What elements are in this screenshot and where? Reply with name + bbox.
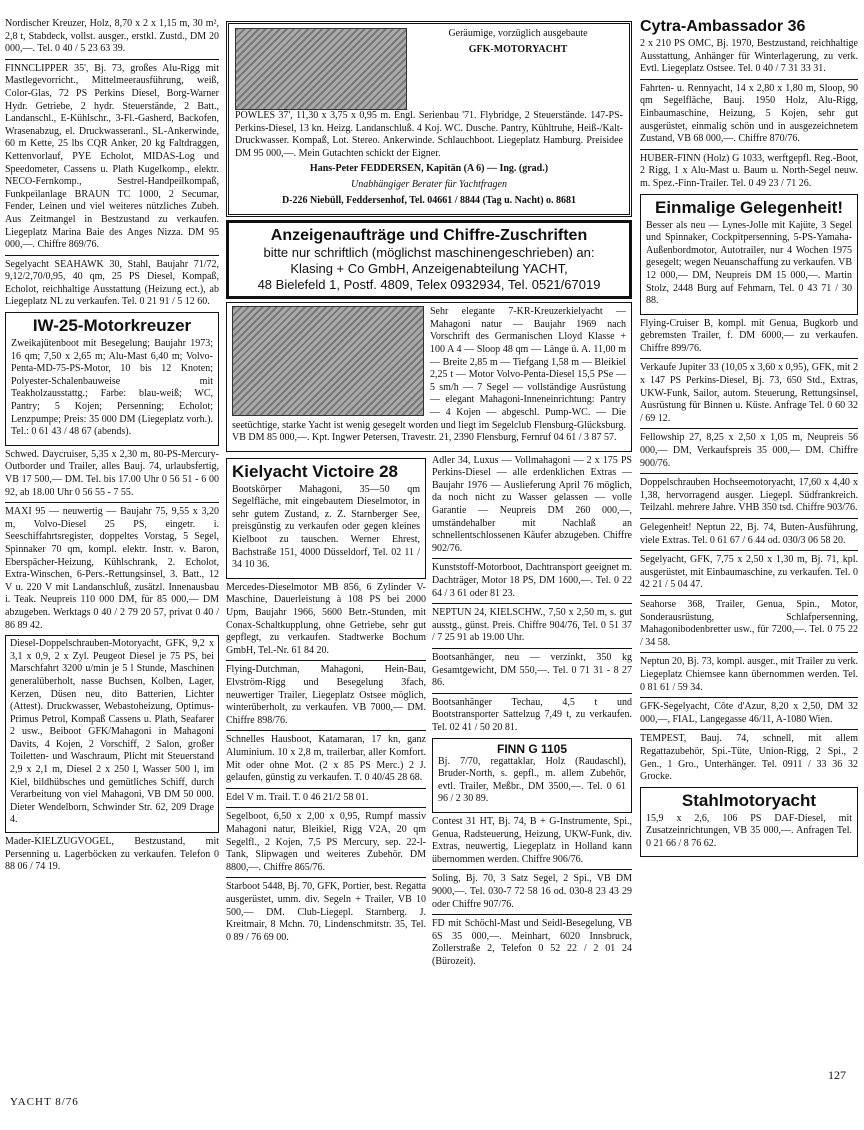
notice-title: Anzeigenaufträge und Chiffre-Zuschriften [270, 227, 588, 245]
divider [432, 648, 632, 649]
ad-headline: Kielyacht Victoire 28 [232, 461, 398, 481]
classified-ad: Fahrten- u. Rennyacht, 14 x 2,80 x 1,80 m, Sloop, 90 qm Segelfläche, Bauj. 1950 Holz, Alu-Rigg, Einbaumaschine, Heizung, 5 Kojen, sehr gut ausgerüstet, einmalig schön und in ausgezeichnetem Zustand, VB 68 000,—. Chiffre 870/76. [640, 82, 858, 145]
anzeigen-notice [226, 220, 632, 299]
classified-ad: Segelyacht, GFK, 7,75 x 2,50 x 1,30 m, Bj. 71, kpl. ausgerüstet, mit Einbaumaschine, zu verkaufen. Tel. 0 42 21 / 5 04 47. [640, 554, 858, 591]
classified-ad: Fellowship 27, 8,25 x 2,50 x 1,05 m, Neupreis 56 000,— DM, Verkaufspreis 35 000,— DM. Chiffre 900/76. [640, 432, 858, 469]
divider [640, 697, 858, 698]
divider [640, 550, 858, 551]
classified-ad: Starboot 5448, Bj. 70, GFK, Portier, best. Regatta ausgerüstet, umm. div. Segeln + Trailer, VB 10 500,— DM. Club-Liegepl. Starnberg. J. Kreitmair, 8 Mchn. 70, Lindenschmitstr. 35, Tel. 0 89 / 76 69 00. [226, 881, 426, 943]
classified-ad: FD mit Schöchl-Mast und Seidl-Besegelung, VB 6S 35 000,—. Meinhart, 6020 Innsbruck, Zollerstraße 2, Telefon 0 52 22 / 2 01 24 (Bürozeit). [432, 918, 632, 967]
divider [432, 603, 632, 604]
divider [5, 59, 219, 60]
boxed-ad [640, 787, 858, 858]
divider [226, 788, 426, 789]
classified-ad: Kunststoff-Motorboot, Dachtransport geeignet m. Dachträger, Motor 18 PS, DM 1600,—. Tel. 0 22 64 / 3 61 oder 81 23. [432, 562, 632, 599]
classified-ad: Segelyacht SEAHAWK 30, Stahl, Baujahr 71/72, 9,12/2,70/0,95, 40 qm, 25 PS Diesel, Kompaß, Echolot, reichhaltige Ausstattung (Heizung ect.), ab Liegeplatz NL zu verkaufen. Tel. 0 21 91 / 5 12 60. [5, 258, 219, 308]
classified-ad: Mercedes-Dieselmotor MB 856, 6 Zylinder V-Maschine, Dauerleistung à 108 PS bei 2000 Upm, Baujahr 1966, 5600 Betr.-Stunden, mit Conax-Schaltkupplung, ohne Getriebe, sehr gut gepflegt, zu verkaufen. Stadtwerke Bochum GmbH, Tel.-Nr. 61 84 20. [226, 581, 426, 656]
ad-headline: Einmalige Gelegenheit! [655, 197, 843, 217]
gfk-ad [226, 21, 632, 217]
divider [640, 149, 858, 150]
classified-ad: Soling, Bj. 70, 3 Satz Segel, 2 Spi., VB DM 9000,—. Tel. 030-7 72 58 16 od. 030-8 23 43 29 oder Chiffre 907/76. [432, 873, 632, 910]
boxed-ad [226, 458, 426, 579]
boxed-ad [5, 635, 219, 833]
divider [640, 595, 858, 596]
advertiser-role: Unabhängiger Berater für Yachtfragen [350, 178, 507, 190]
classified-ad: GFK-Segelyacht, Côte d'Azur, 8,20 x 2,50, DM 32 000,—, FIAL, Langegasse 46/11, A-1080 Wien. [640, 701, 858, 725]
classified-ad: TEMPEST, Bauj. 74, schnell, mit allem Regattazubehör, Spi.-Tüte, Union-Rigg, 2 Spi., 2 Gen., 1 Gro., Unterhänger. Tel. 0911 / 33 36 32 Grocke. [640, 733, 858, 783]
motoryacht-photo [235, 28, 407, 110]
classified-ad: Mader-KIELZUGVOGEL, Bestzustand, mit Persenning u. Lagerböcken zu verkaufen. Telefon 0 88 06 / 74 19. [5, 836, 219, 873]
divider [226, 807, 426, 808]
kreuzer-ad [226, 302, 632, 452]
ad-headline: FINN G 1105 [496, 741, 568, 756]
ad-body: Bj. 7/70, regattaklar, Holz (Raudaschl), Bruder-North, s. gepfl., m. allem Zubehör, evtl. Trailer, Meßbr., DM 3500,—. Tel. 0 61 96 / 2 30 89. [438, 755, 626, 805]
notice-line: bitte nur schriftlich (möglichst maschinengeschrieben) an: [263, 245, 595, 261]
notice-line: 48 Bielefeld 1, Postf. 4809, Telex 0932934, Tel. 0521/67019 [257, 277, 601, 293]
ad-headline: GFK-MOTORYACHT [468, 43, 568, 55]
sailboat-photo [232, 306, 424, 416]
column-left [5, 18, 219, 877]
classified-ad: Contest 31 HT, Bj. 74, B + G-Instrumente, Spi., Genua, Radsteuerung, Heizung, UKW-Funk, div. Extras, neuwertig, Liegeplatz in Holland kann übernommen werden. Chiffre 906/76. [432, 815, 632, 865]
classified-ad: Flying-Cruiser B, kompl. mit Genua, Bugkorb und gebremsten Trailer, f. DM 6000,— zu verkaufen. Chiffre 899/76. [640, 317, 858, 354]
ad-body: Bootskörper Mahagoni, 35—50 qm Segelfläche, mit eingebautem Dieselmotor, in sehr gutem Zustand, z. Z. Starnberger See, preisgünstig zu verkaufen oder gegen kleines Kielboot zu tauschen. Werner Ehrest, Bachstraße 151, 4000 Düsseldorf, Tel. 02 11 / 34 10 36. [232, 483, 420, 571]
divider [432, 693, 632, 694]
column-right [640, 18, 858, 860]
divider [432, 869, 632, 870]
classified-ad: Neptun 20, Bj. 73, kompl. ausger., mit Trailer zu verk. Liegeplatz Chiemsee kann übernommen werden. Tel. 0 81 61 / 59 34. [640, 656, 858, 693]
ad-headline: IW-25-Motorkreuzer [32, 316, 192, 336]
ad-body: Zweikajütenboot mit Besegelung; Baujahr 1973; 16 qm; 7,50 x 2,65 m; Alu-Mast 6,40 m; Volvo-Penta-MD-75-PS-Motor, 10 bis 12 Knoten; Polyester-Schalenbauweise mit Teakholzausstattg.; Farbe: blau-weiß; WC, Pantry; 5 Kojen; Persenning; Echolot; Lenzpumpe; Preis: 35 000 DM (Liegeplatz vorh.). Tel.: 0 61 43 / 48 67 (abends). [11, 338, 213, 438]
divider [640, 518, 858, 519]
classified-ad: Flying-Dutchman, Mahagoni, Hein-Bau, Elvström-Rigg und Besegelung 3fach, neuwertiger Trailer, Liegeplatz Ostsee möglich, winterüberholt, zu verkaufen. VB 7000,— DM. Chiffre 898/76. [226, 664, 426, 726]
ad-intro: Geräumige, vorzüglich ausgebaute [448, 28, 588, 39]
classified-ad: Segelboot, 6,50 x 2,00 x 0,95, Rumpf massiv Mahagoni natur, Bleikiel, Rigg V2A, 20 qm Segelfl., 2 Kojen, 7,5 PS Mercury, sep. 22-l-Tank, Slipwagen und weiteres Zubehör. DM 8800,—. Chiffre 865/76. [226, 811, 426, 873]
classified-ad: FINNCLIPPER 35', Bj. 73, großes Alu-Rigg mit Mastlegevorricht., Mittelmeerausführung, weiß, Color-Glas, 72 PS Perkins Diesel, Borg-Warner Hydr. Getriebe, 2 hydr. Steuerstände, 2 Batt., Landanschl., E-Kühlschr., 3-Fl.-Gasherd, Backofen, Wrasenabzug, el. Druckwasseranl., SL-Ankerwinde, 60 m Kette, 25 lbs CQR Anker, 20 kg Faltdraggen, Kettenvorlauf, PYE Echolot, MIDAS-Log und Speedometer, Cassens u. Plath Kugelkomp., elektr. NECO-Fernkomp., Sestrel-Handpeilkompaß, Funkpeilanlage BRAUN TC 1000, 2 Secumar, Fender, Leinen und viel weiteres nützliches Zubeh. Aus Zeitmangel in Bestzustand zu verkaufen. Liegeplatz Marina Baie des Anges Nizza. DM 95 000,—. Chiffre 869/76. [5, 62, 219, 251]
classified-ad: Schwed. Daycruiser, 5,35 x 2,30 m, 80-PS-Mercury-Outborder und Trailer, alles Bauj. 74, urlaubsfertig, VB 17 500,— DM. Tel. bis 17.00 Uhr 0 56 51 - 6 00 92, ab 18.00 Uhr 0 56 55 - 7 55. [5, 448, 219, 498]
classified-ad: Doppelschrauben Hochseemotoryacht, 17,60 x 4,40 x 1,38, hervorragend ausger. Liegepl. Südfrankreich. Teilzahl. mehrere Jahre. VHB 350 tsd. Chiffre 903/76. [640, 477, 858, 514]
divider [432, 914, 632, 915]
classified-ad: Edel V m. Trail. T. 0 46 21/2 58 01. [226, 791, 369, 803]
divider [432, 558, 632, 559]
classified-ad: Adler 34, Luxus — Vollmahagoni — 2 x 175 PS Perkins-Diesel — alle erdenklichen Extras — Baujahr 1976 — Auslieferung April 76 möglich, da noch nicht zu Wasser gelassen — volle Garantie — Neupreis DM 260 000,—, umständehalber mit Nachlaß an schnellentschlossenen Käufer abzugeben. Chiffre 902/76. [432, 454, 632, 554]
page-number: 127 [828, 1068, 846, 1082]
boxed-ad [5, 312, 219, 446]
ad-headline: Cytra-Ambassador 36 [640, 18, 806, 35]
divider [640, 79, 858, 80]
divider [640, 358, 858, 359]
classified-ad: MAXI 95 — neuwertig — Baujahr 75, 9,55 x 3,20 m, Volvo-Diesel 25 PS, eingetr. i. Seeschiffahrtsregister, doppeltes Vorstag, 5 Segel, Spinnaker 70 qm, kompl. elektr. Instr. v. Baron, Eberspächer-Heizung, Kühlschrank, 2. Echolot, Extra-Winschen, 6-Pers.-Rettungsinsel, 3. Batt., 12 V u. 220 V mit Landanschluß, zusätzl. Innenausbau i. Teak. Neupreis 110 000 DM, für 85 000,— DM abzugeben. Werktags 0 40 / 2 79 20 57, privat 0 40 / 86 89 42. [5, 506, 219, 631]
divider [640, 428, 858, 429]
classified-ad: Gelegenheit! Neptun 22, Bj. 74, Buten-Ausführung, viele Extras. Tel. 0 61 67 / 6 44 od. 030/3 06 58 20. [640, 522, 858, 546]
magazine-issue: YACHT 8/76 [10, 1096, 79, 1108]
ad-body: 15,9 x 2,6, 106 PS DAF-Diesel, mit Zusatzeinrichtungen, VB 35 000,—. Anfragen Tel. 0 21 66 / 8 76 62. [646, 812, 852, 849]
notice-line: Klasing + Co GmbH, Anzeigenabteilung YACHT, [290, 261, 568, 277]
boxed-ad [640, 194, 858, 315]
classified-ad: Bootsanhänger Techau, 4,5 t und Bootstransporter Sattelzug 7,49 t, zu verkaufen. Tel. 02 41 / 50 20 81. [432, 696, 632, 733]
divider [5, 502, 219, 503]
divider [226, 660, 426, 661]
classified-ad: Verkaufe Jupiter 33 (10,05 x 3,60 x 0,95), GFK, mit 2 x 147 PS Perkins-Diesel, Bj. 73, 650 Std., Extras, UKW-Funk, Sailor, autom. Steuerung, Rettungsinsel, Ausrüstung für Binnen u. Küste. Anfrage Tel. 0 60 32 / 69 12. [640, 362, 858, 424]
boxed-ad [432, 738, 632, 813]
classified-ad: Schnelles Hausboot, Katamaran, 17 kn, ganz Aluminium. 10 x 2,8 m, trailerbar, aller Komfort. Mit oder ohne Mot. (2 x 85 PS Merc.) 2 J. gelaufen, günstig zu verkaufen. T. 0 40/45 28 68. [226, 734, 426, 784]
advertiser-name: Hans-Peter FEDDERSEN, Kapitän (A 6) — Ing. (grad.) [309, 163, 549, 175]
divider [226, 730, 426, 731]
ad-body: POWLES 37', 11,30 x 3,75 x 0,95 m. Engl. Serienbau '71. Flybridge, 2 Steuerstände. 147-PS-Perkins-Diesel, 13 kn. Heizg. Landanschluß. 4 Koj. WC. Dusche. Pantry, Kühltruhe, Heiß-/Kalt-Druckwasser. Kompaß, Lot. Stereo. Ankerwinde. Schlauchboot. Liegeplatz Hamburg. Preisidee DM 95 000,—. Mein Gutachten schickt der Eigner. [235, 110, 623, 159]
classified-ad: Seahorse 368, Trailer, Genua, Spin., Motor, Sonderausrüstung, Schlafpersenning, Mahagonibodenbretter usw., für 7200,—. Tel. 0 75 22 / 34 58. [640, 598, 858, 648]
divider [5, 255, 219, 256]
ad-body: Sehr elegante 7-KR-Kreuzerkielyacht — Mahagoni natur — Baujahr 1969 nach Vorschrift des Germanischen Lloyd Klasse + 100 A 4 — Sloop 48 qm — Länge ü. A. 11,00 m — Breite 2,85 m — Tiefgang 1,58 m — Bleikiel 2,25 t — Motor Volvo-Penta-Diesel 15,5 PSe — 5 sm/h — 7 Segel — vollständige Ausrüstung — elegant Mahagoni-Inneneinrichtung: Pantry — 4 Kojen — abgeschl. Pump-WC. — Die seetüchtige, starke Yacht ist wenig gesegelt worden und liegt im Segelclub Flensburg-Glücksburg. VB DM 85 000,—. Kpt. Ingwer Petersen, Travestr. 21, 2390 Flensburg, Fernruf 04 61 / 3 87 57. [232, 306, 626, 444]
classified-ad: HUBER-FINN (Holz) G 1033, werftgepfl. Reg.-Boot, 2 Rigg, 1 x Alu-Mast u. Baum u. North-Segel neuw. m. Spez.-Finn-Trailer. Tel. 0 49 23 / 71 26. [640, 152, 858, 189]
classified-ad: Bootsanhänger, neu — verzinkt, 350 kg Gesamtgewicht, DM 550,—. Tel. 0 71 31 - 8 27 86. [432, 652, 632, 689]
divider [640, 473, 858, 474]
classified-ad: Nordischer Kreuzer, Holz, 8,70 x 2 x 1,15 m, 30 m², 2,8 t, Stabdeck, vollst. ausger., erstkl. Zustd., DM 20 000,—. Tel. 0 40 / 5 23 63 39. [5, 18, 219, 55]
classified-ad: NEPTUN 24, KIELSCHW., 7,50 x 2,50 m, s. gut ausstg., günst. Preis. Chiffre 904/76, Tel. 0 51 37 / 7 25 91 ab 19.00 Uhr. [432, 607, 632, 644]
advertiser-address: D-226 Niebüll, Feddersenhof, Tel. 04661 / 8844 (Tag u. Nacht) o. 8681 [281, 194, 577, 206]
divider [640, 729, 858, 730]
classified-ad: 2 x 210 PS OMC, Bj. 1970, Bestzustand, reichhaltige Ausstattung, Anhänger für Winterlagerung, zu verk. Evtl. Liegeplatz Ostsee. Tel. 0 40 / 7 31 33 31. [640, 38, 858, 75]
divider [640, 652, 858, 653]
ad-body: Diesel-Doppelschrauben-Motoryacht, GFK, 9,2 x 3,1 x 0,9, 2 x Zyl. Peugeot Diesel je 75 PS, bei Marschfahrt 3200 u/min je 5 l Stunde, Maschinen generalüberholt, nasse Buchsen, Kolben, Lager, Kerzen, Düsen neu, dito Batterien, Lichter (Attest). Druckwasser, Webastoheizung, Optimus-Primus Petrol, Kompaß Cassens u. Plath, Seafarer 2 usw., Beiboot GFK/Mahagoni in Mahagoni Davits, 4 Kojen, 2 Vorschiff, 2 Salon, großer Toiletten- und Waschraum, Plicht mit Steuerstand 2,9 x 2,1 m, Diesel 2 x 250 l, Wasser 500 l, im Kiel, bildhübsches und gemütliches Schiff, durch Verarbeitung von viel Mahagoni, VB DM 50 000. Dieter Wendelborn, Schwinder Str. 62, 209 Drage 4. [10, 638, 214, 826]
ad-body: Besser als neu — Lynes-Jolle mit Kajüte, 3 Segel und Spinnaker, Cockpitpersenning, 5-PS-Yamaha-Außenbordmotor, Autotrailer, nur 4 Wochen 1975 gesegelt; wegen Neuanschaffung zu verkaufen. VB 12 000,— DM, Neupreis DM 15 000,—. Martin Stolz, 2448 Burg auf Fehmarn, Tel. 0 43 71 / 30 88. [646, 219, 852, 307]
column-middle [226, 18, 632, 971]
ad-headline: Stahlmotoryacht [681, 790, 817, 810]
divider [226, 877, 426, 878]
